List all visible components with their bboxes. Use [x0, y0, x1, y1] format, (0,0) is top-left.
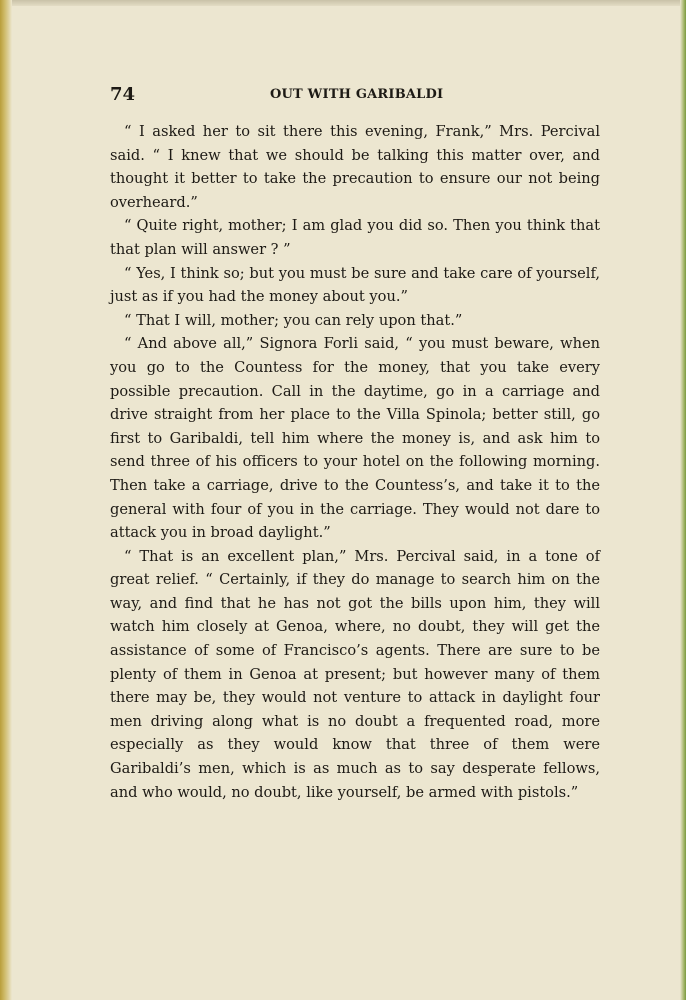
paragraph: “ And above all,” Signora Forli said, “ you must beware, when you go to the Countess for the money, that you take every possible precaution. Call in the daytime, go in a carriage and drive straight from her place to the Villa Spinola; better still, go first to Garibaldi, tell him where the money is, and ask him to send three of his officers to your hotel on the following morning. Then take a carriage, drive to the Countess’s, and take it to the general with four of you in the carriage. They would not dare to attack you in broad daylight.”	[110, 335, 600, 542]
page-header	[110, 84, 600, 112]
paragraph: “ That is an excellent plan,” Mrs. Percival said, in a tone of great relief. “ Certainly, if they do manage to search him on the way, and find that he has not got the bills upon him, they will watch him closely at Genoa, where, no doubt, they will get the assistance of some of Francisco’s agents. There are sure to be plenty of them in Genoa at present; but however many of them there may be, they would not venture to attack in daylight four men driving along what is no doubt a frequented road, more especially as they would know that three of them were Garibaldi’s men, which is as much as to say desperate fellows, and who would, no doubt, like yourself, be armed with pistols.”	[110, 547, 600, 801]
page-right-edge	[680, 0, 686, 1000]
running-title: OUT WITH GARIBALDI	[270, 87, 444, 102]
body-text	[110, 120, 600, 804]
page-number: 74	[110, 84, 136, 105]
paragraph: “ Quite right, mother; I am glad you did so. Then you think that that plan will answer ? ”	[110, 217, 600, 258]
page-binding-edge	[0, 0, 12, 1000]
paragraph: “ Yes, I think so; but you must be sure and take care of yourself, just as if you had the money about you.”	[110, 264, 600, 306]
paragraph: “ I asked her to sit there this evening, Frank,” Mrs. Percival said. “ I knew that we should be talking this matter over, and thought it better to take the precaution to ensure our not being overheard.”	[110, 123, 600, 211]
paragraph: “ That I will, mother; you can rely upon that.”	[124, 311, 463, 329]
page-top-edge	[0, 0, 686, 6]
